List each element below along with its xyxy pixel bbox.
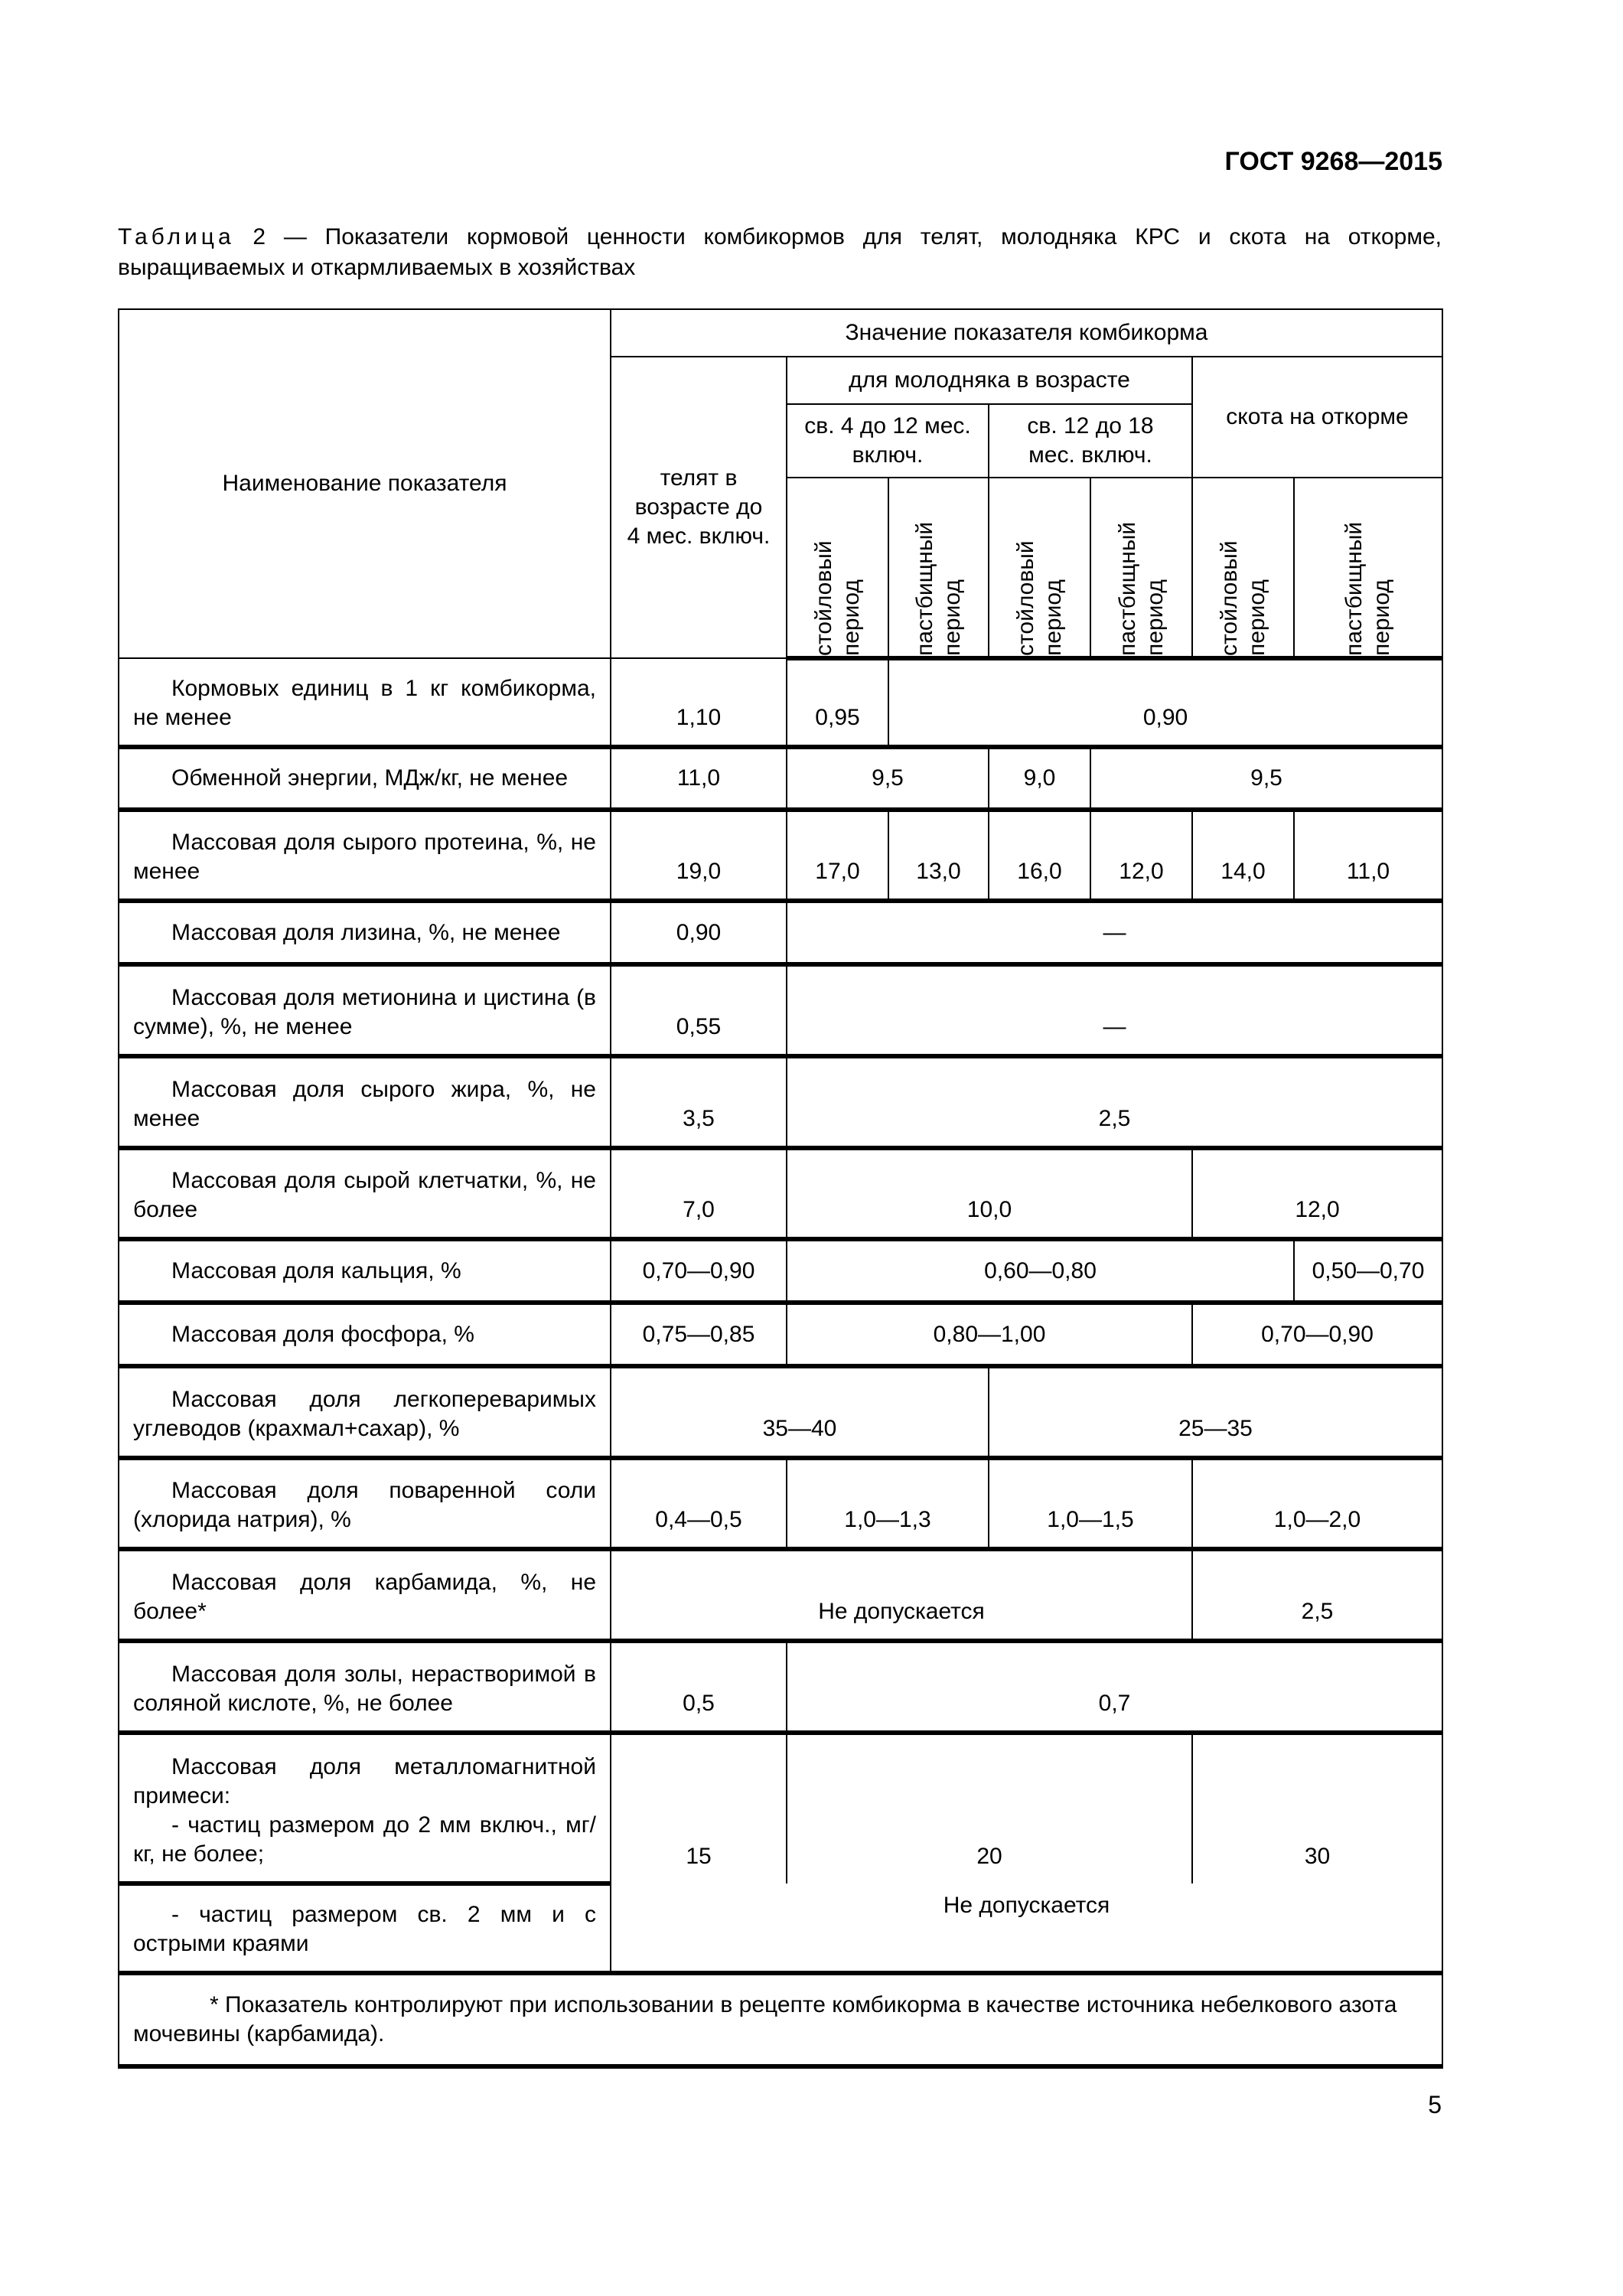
- header-young-12-18: св. 12 до 18 мес. включ.: [989, 404, 1192, 478]
- table-row: Массовая доля кальция, % 0,70—0,90 0,60—0,80 0,50—0,70: [119, 1239, 1442, 1303]
- header-value-group: Значение показателя комбикорма: [611, 309, 1442, 357]
- table-row: Массовая доля лизина, %, не менее 0,90 —: [119, 901, 1442, 964]
- table-row: Массовая доля металломагнитной примеси: - частиц размером до 2 мм включ., мг/кг, не более; 15 20 30: [119, 1733, 1442, 1883]
- table-row: Массовая доля карбамида, %, не более* Не допускается 2,5: [119, 1549, 1442, 1641]
- table-row: Массовая доля фосфора, % 0,75—0,85 0,80—1,00 0,70—0,90: [119, 1303, 1442, 1366]
- header-pasture-1: пастбищный период: [888, 478, 989, 658]
- caption-number: 2: [253, 224, 266, 249]
- table-row: Массовая доля поваренной соли (хлорида натрия), % 0,4—0,5 1,0—1,3 1,0—1,5 1,0—2,0: [119, 1458, 1442, 1549]
- header-stall-3: стойловый период: [1192, 478, 1294, 658]
- header-fattening: скота на откорме: [1192, 357, 1442, 478]
- table-row: Массовая доля сырого жира, %, не менее 3,5 2,5: [119, 1056, 1442, 1148]
- table-row: Массовая доля золы, нерастворимой в соляной кислоте, %, не более 0,5 0,7: [119, 1641, 1442, 1733]
- table-row: - частиц размером св. 2 мм и с острыми краями Не допускается: [119, 1883, 1442, 1973]
- header-stall-1: стойловый период: [787, 478, 888, 658]
- table-row: Массовая доля легкопереваримых углеводов (крахмал+сахар), % 35—40 25—35: [119, 1366, 1442, 1458]
- header-young-group: для молодняка в возрасте: [787, 357, 1192, 404]
- table-row: Обменной энергии, МДж/кг, не менее 11,0 9,5 9,0 9,5: [119, 747, 1442, 810]
- table-caption: [118, 222, 1442, 283]
- table-row: Массовая доля сырой клетчатки, %, не более 7,0 10,0 12,0: [119, 1148, 1442, 1239]
- table-row: Массовая доля метионина и цистина (в сумме), %, не менее 0,55 —: [119, 964, 1442, 1056]
- caption-label: Таблица: [118, 224, 235, 249]
- table-row: Массовая доля сырого протеина, %, не менее 19,0 17,0 13,0 16,0 12,0 14,0 11,0: [119, 810, 1442, 901]
- feed-value-table: [118, 308, 1443, 2069]
- header-calves: телят в возрасте до 4 мес. включ.: [611, 357, 787, 658]
- header-young-4-12: св. 4 до 12 мес. включ.: [787, 404, 989, 478]
- header-pasture-2: пастбищный период: [1090, 478, 1192, 658]
- header-pasture-3: пастбищный период: [1294, 478, 1442, 658]
- caption-text: — Показатели кормовой ценности комбикормов для телят, молодняка КРС и скота на откорме, выращиваемых и откармливаемых в хозяйствах: [118, 224, 1442, 280]
- page-number: 5: [1428, 2091, 1442, 2118]
- header-name: Наименование показателя: [119, 309, 611, 658]
- header-stall-2: стойловый период: [989, 478, 1090, 658]
- table-row: Кормовых единиц в 1 кг комбикорма, не менее 1,10 0,95 0,90: [119, 658, 1442, 747]
- document-code: ГОСТ 9268—2015: [1224, 147, 1442, 176]
- table-footnote: * Показатель контролируют при использовании в рецепте комбикорма в качестве источника небелкового азота мочевины (карбамида).: [119, 1973, 1442, 2066]
